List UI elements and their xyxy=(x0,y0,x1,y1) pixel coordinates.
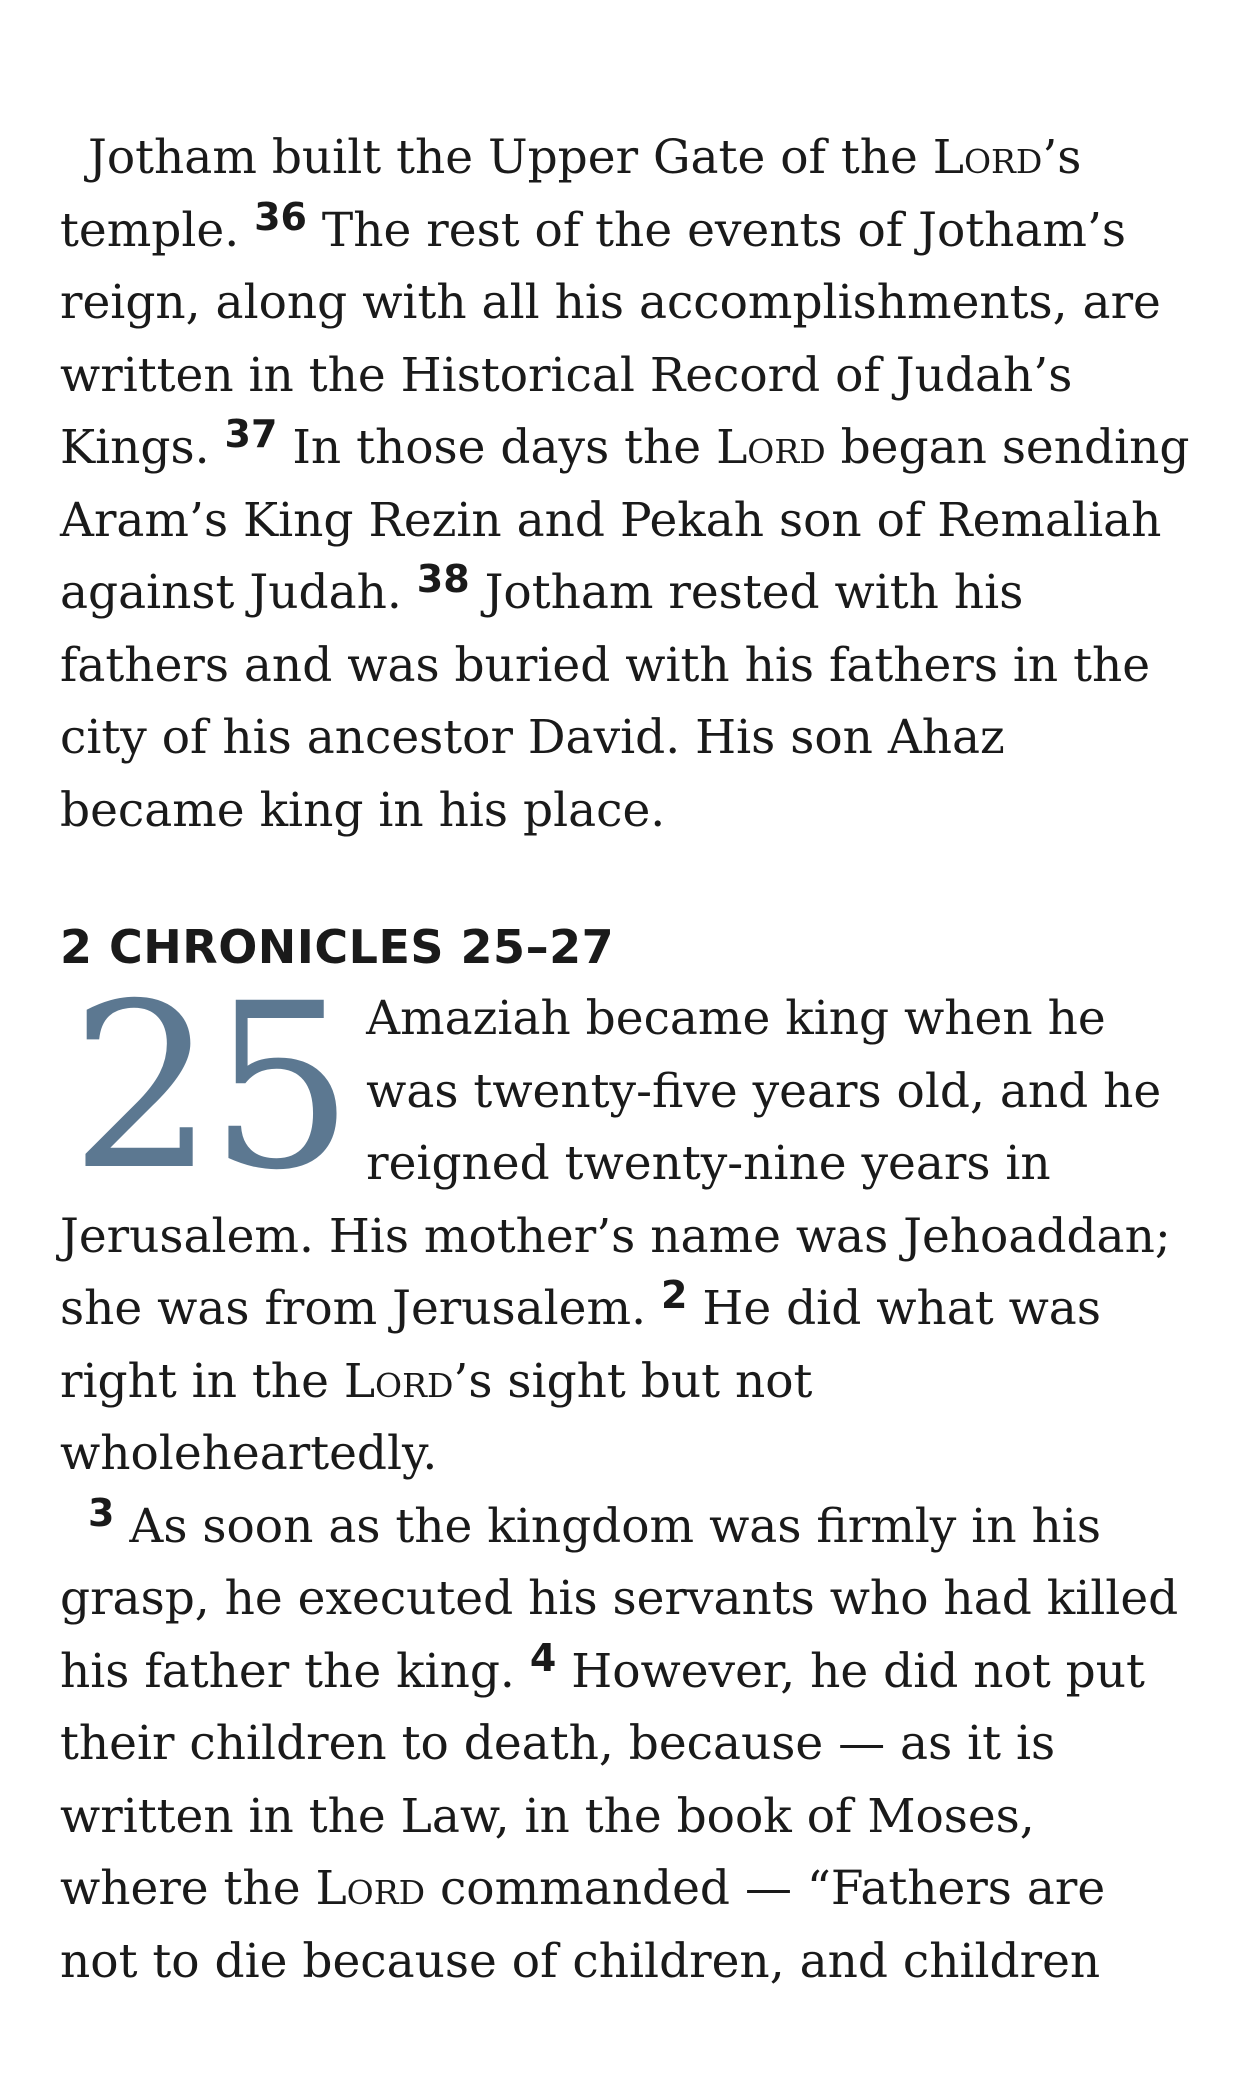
divine-name: Lord xyxy=(932,130,1043,185)
text-run: began sending Aram’s King Rezin and Pekah son of Remaliah against Judah. xyxy=(60,420,1190,620)
verse-number-36[interactable]: 36 xyxy=(254,194,307,239)
text-run: Amaziah became king when he was twenty-five years old, and he reigned twenty-nine years in Jerusalem. His mother’s name was Jehoaddan; she was from Jerusalem. xyxy=(60,991,1171,1336)
text-run: However, he did not put their children to death, because — as it is written in the Law, in the book of Moses, where the xyxy=(60,1643,1145,1916)
verse-number-37[interactable]: 37 xyxy=(224,412,278,456)
text-run: The rest of the events of Jotham’s reign, along with all his accomplishments, are written in the Historical Record of Judah’s Kings. xyxy=(60,202,1161,475)
verse-number-38[interactable]: 38 xyxy=(416,557,470,601)
text-run: He did what was right in the xyxy=(60,1281,1101,1409)
paragraph-jotham xyxy=(60,122,1190,847)
verse-number-3[interactable]: 3 xyxy=(88,1490,115,1535)
text-run: In those days the xyxy=(277,420,717,475)
text-run: commanded — “Fathers are not to die because of children, and children xyxy=(60,1861,1106,1989)
divine-name: Lord xyxy=(343,1353,454,1409)
reading-page xyxy=(60,122,1190,1998)
chapter-number-dropcap[interactable]: 25 xyxy=(70,954,349,1220)
text-run: ’s sight but not wholeheartedly. xyxy=(60,1353,813,1481)
divine-name: Lord xyxy=(716,420,826,475)
text-run: As soon as the kingdom was firmly in his grasp, he executed his servants who had killed his father the king. xyxy=(60,1498,1179,1699)
verse-number-4[interactable]: 4 xyxy=(529,1635,557,1680)
chapter-25-block xyxy=(60,954,1190,1491)
text-run: Jotham built the Upper Gate of the xyxy=(88,130,933,185)
section-heading: 2 CHRONICLES 25–27 xyxy=(60,920,615,974)
paragraph-verse-3 xyxy=(60,1491,1190,1999)
text-run: ’s temple. xyxy=(60,130,1082,258)
verse-number-2[interactable]: 2 xyxy=(660,1273,688,1317)
divine-name: Lord xyxy=(315,1861,426,1916)
text-run: Jotham rested with his fathers and was buried with his fathers in the city of his ancestor David. His son Ahaz became king in his place. xyxy=(60,565,1151,838)
paragraph-amaziah xyxy=(60,954,1190,1491)
